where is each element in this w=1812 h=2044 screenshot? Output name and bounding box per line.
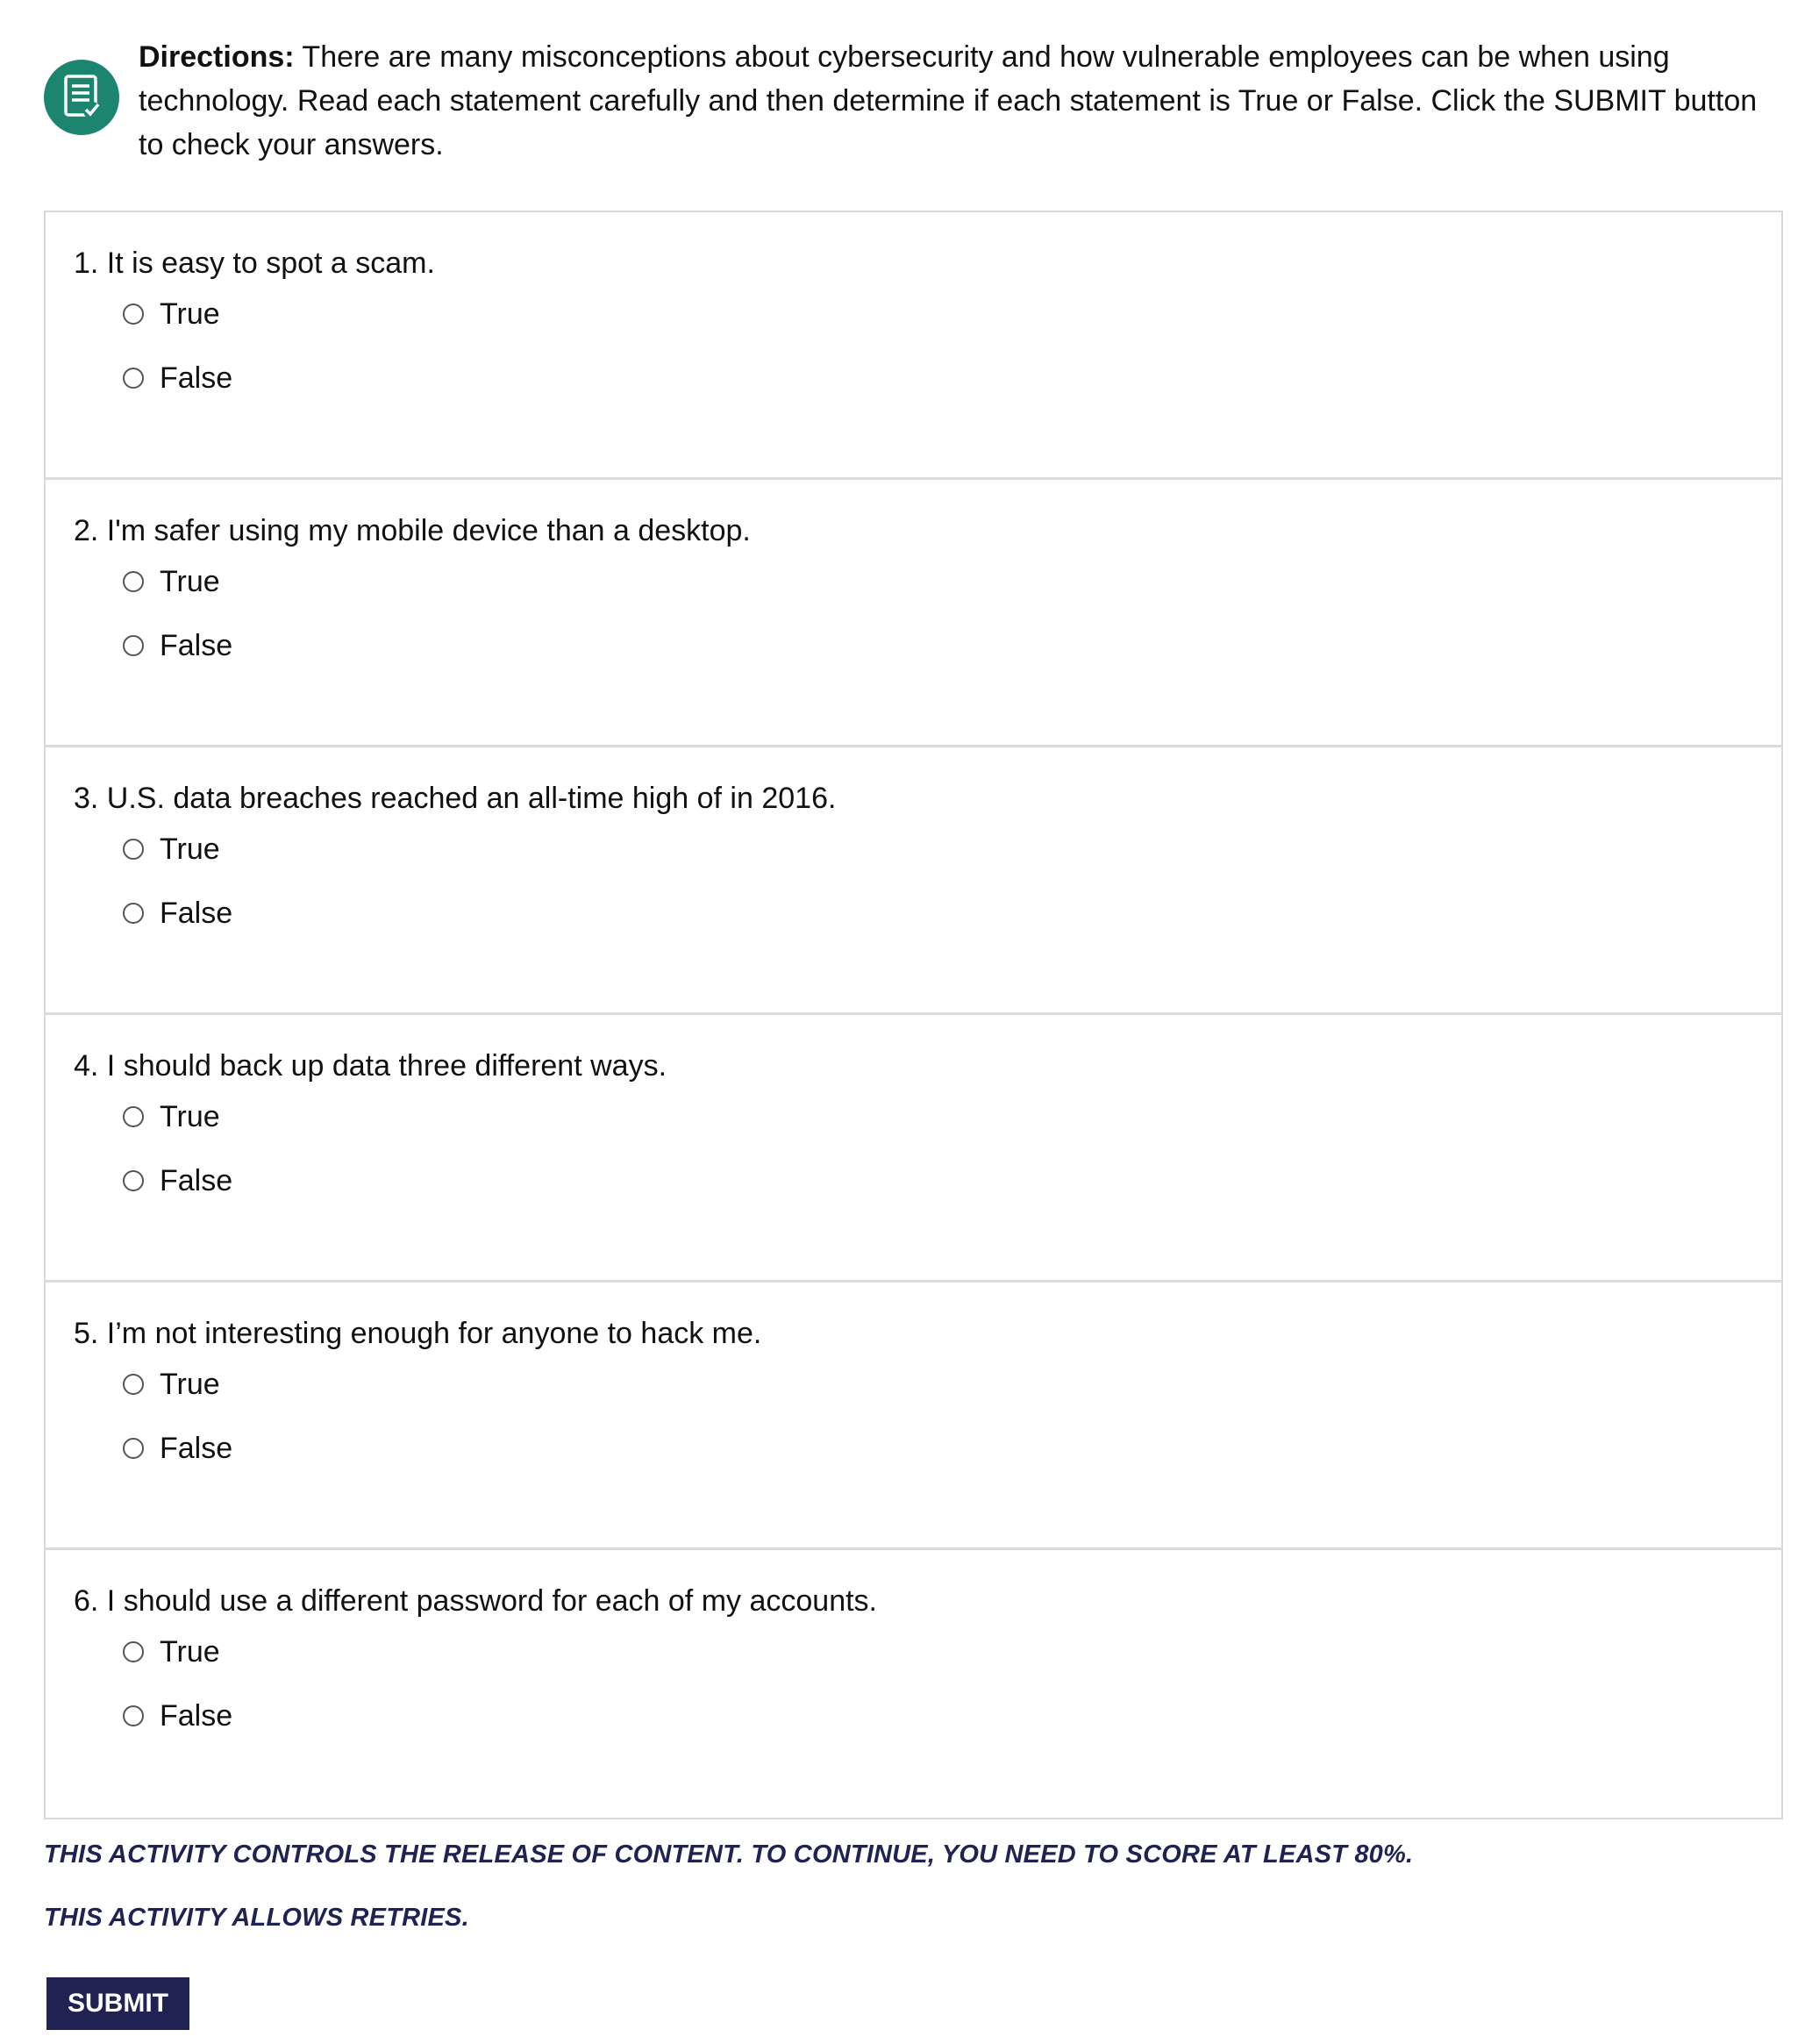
option-false[interactable] — [123, 1697, 232, 1735]
radio-button[interactable] — [123, 1170, 144, 1191]
option-label: True — [160, 833, 220, 866]
directions-block — [44, 35, 1780, 167]
question-item — [46, 480, 1781, 747]
question-item — [46, 212, 1781, 480]
option-true[interactable] — [123, 1097, 220, 1136]
radio-button[interactable] — [123, 1374, 144, 1395]
submit-button[interactable]: SUBMIT — [46, 1977, 189, 2030]
question-text: 5. I’m not interesting enough for anyone to hack me. — [74, 1317, 762, 1350]
option-label: True — [160, 1368, 220, 1401]
option-label: False — [160, 1164, 233, 1197]
option-label: True — [160, 297, 220, 331]
directions-body: There are many misconceptions about cybersecurity and how vulnerable employees can be when using technology. Read each statement carefully and then determine if each statement is True or False. Click the SUBMIT button to check your answers. — [139, 40, 1758, 161]
question-list — [44, 211, 1783, 1819]
option-true[interactable] — [123, 295, 220, 333]
radio-button[interactable] — [123, 839, 144, 860]
question-text: 3. U.S. data breaches reached an all-time high of in 2016. — [74, 782, 837, 815]
radio-button[interactable] — [123, 635, 144, 656]
option-label: False — [160, 897, 233, 930]
document-check-icon — [44, 60, 119, 135]
question-text: 6. I should use a different password for each of my accounts. — [74, 1584, 877, 1618]
question-text: 4. I should back up data three different ways. — [74, 1049, 667, 1083]
option-true[interactable] — [123, 1365, 220, 1404]
radio-button[interactable] — [123, 1641, 144, 1662]
radio-button[interactable] — [123, 304, 144, 325]
option-false[interactable] — [123, 359, 232, 397]
radio-button[interactable] — [123, 903, 144, 924]
option-false[interactable] — [123, 1429, 232, 1468]
option-label: True — [160, 1635, 220, 1669]
radio-button[interactable] — [123, 1438, 144, 1459]
option-label: False — [160, 629, 233, 662]
option-true[interactable] — [123, 562, 220, 601]
option-true[interactable] — [123, 830, 220, 868]
directions-label: Directions: — [139, 40, 295, 74]
question-item — [46, 1283, 1781, 1550]
option-label: False — [160, 1699, 233, 1733]
question-item — [46, 1550, 1781, 1818]
retries-notice: THIS ACTIVITY ALLOWS RETRIES. — [44, 1904, 469, 1932]
option-label: True — [160, 565, 220, 598]
radio-button[interactable] — [123, 1705, 144, 1726]
option-label: True — [160, 1100, 220, 1133]
option-label: False — [160, 361, 233, 395]
option-false[interactable] — [123, 1161, 232, 1200]
question-text: 1. It is easy to spot a scam. — [74, 247, 435, 280]
radio-button[interactable] — [123, 571, 144, 592]
radio-button[interactable] — [123, 368, 144, 389]
option-label: False — [160, 1432, 233, 1465]
option-false[interactable] — [123, 894, 232, 933]
release-notice: THIS ACTIVITY CONTROLS THE RELEASE OF CONTENT. TO CONTINUE, YOU NEED TO SCORE AT LEAST 80%. — [44, 1840, 1414, 1869]
question-item — [46, 1015, 1781, 1283]
question-text: 2. I'm safer using my mobile device than a desktop. — [74, 514, 751, 547]
option-false[interactable] — [123, 626, 232, 665]
directions-text — [139, 35, 1787, 167]
question-item — [46, 747, 1781, 1015]
radio-button[interactable] — [123, 1106, 144, 1127]
option-true[interactable] — [123, 1633, 220, 1671]
